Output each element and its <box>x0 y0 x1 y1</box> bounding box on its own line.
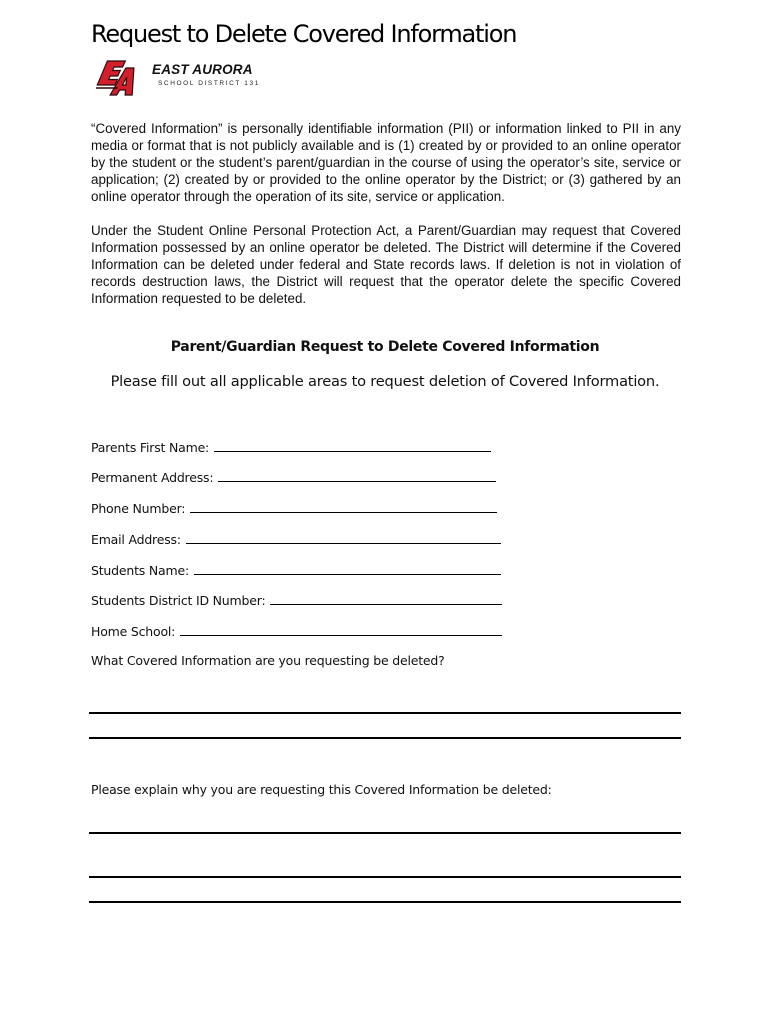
email-address-field <box>91 529 501 547</box>
phone-number-field <box>91 498 497 516</box>
covered-information-answer-line-2[interactable] <box>89 737 681 739</box>
form-heading: Parent/Guardian Request to Delete Covered Information <box>170 339 600 355</box>
email-address-input[interactable] <box>186 531 501 544</box>
ea-monogram-logo-icon <box>96 58 146 98</box>
covered-information-answer-line-1[interactable] <box>89 712 681 714</box>
form-instructions: Please fill out all applicable areas to request deletion of Covered Information. <box>110 373 660 390</box>
home-school-field <box>91 621 502 639</box>
logo-district-subtitle: SCHOOL DISTRICT 131 <box>158 80 260 87</box>
sopipa-explanation: Under the Student Online Personal Protection Act, a Parent/Guardian may request that Covered Information possessed by an online operator be deleted. The District will determine if the Covered Information can be deleted under federal and State records laws. If deletion is not in violation of records destruction laws, the District will request that the operator delete the specific Covered Information requested to be deleted. <box>91 223 681 306</box>
covered-information-definition: “Covered Information” is personally identifiable information (PII) or information linked to PII in any media or format that is not publicly available and is (1) created by or provided to an online operator by the student or the student’s parent/guardian in the course of using the operator’s site, service or application; (2) created by or provided to the online operator by the District; or (3) gathered by an online operator through the operation of its site, service or application. <box>91 121 681 204</box>
student-district-id-input[interactable] <box>270 592 502 605</box>
phone-number-label: Phone Number: <box>91 501 186 516</box>
document-title: Request to Delete Covered Information <box>91 20 517 48</box>
district-logo <box>96 58 266 98</box>
phone-number-input[interactable] <box>190 500 497 513</box>
student-district-id-label: Students District ID Number: <box>91 593 266 608</box>
email-address-label: Email Address: <box>91 532 181 547</box>
students-name-input[interactable] <box>194 562 501 575</box>
permanent-address-input[interactable] <box>218 469 496 482</box>
parent-first-name-label: Parents First Name: <box>91 440 210 455</box>
parent-first-name-input[interactable] <box>214 439 491 452</box>
permanent-address-label: Permanent Address: <box>91 470 214 485</box>
logo-district-name: EAST AURORA <box>152 62 253 77</box>
deletion-reason-answer-line-2[interactable] <box>89 876 681 878</box>
permanent-address-field <box>91 467 496 485</box>
parent-first-name-field <box>91 437 491 455</box>
deletion-reason-question: Please explain why you are requesting this Covered Information be deleted: <box>91 782 552 797</box>
covered-information-question: What Covered Information are you requesting be deleted? <box>91 653 445 668</box>
students-name-field <box>91 560 501 578</box>
home-school-input[interactable] <box>180 623 502 636</box>
students-name-label: Students Name: <box>91 563 189 578</box>
deletion-reason-answer-line-1[interactable] <box>89 832 681 834</box>
student-district-id-field <box>91 590 502 608</box>
deletion-reason-answer-line-3[interactable] <box>89 901 681 903</box>
home-school-label: Home School: <box>91 624 176 639</box>
